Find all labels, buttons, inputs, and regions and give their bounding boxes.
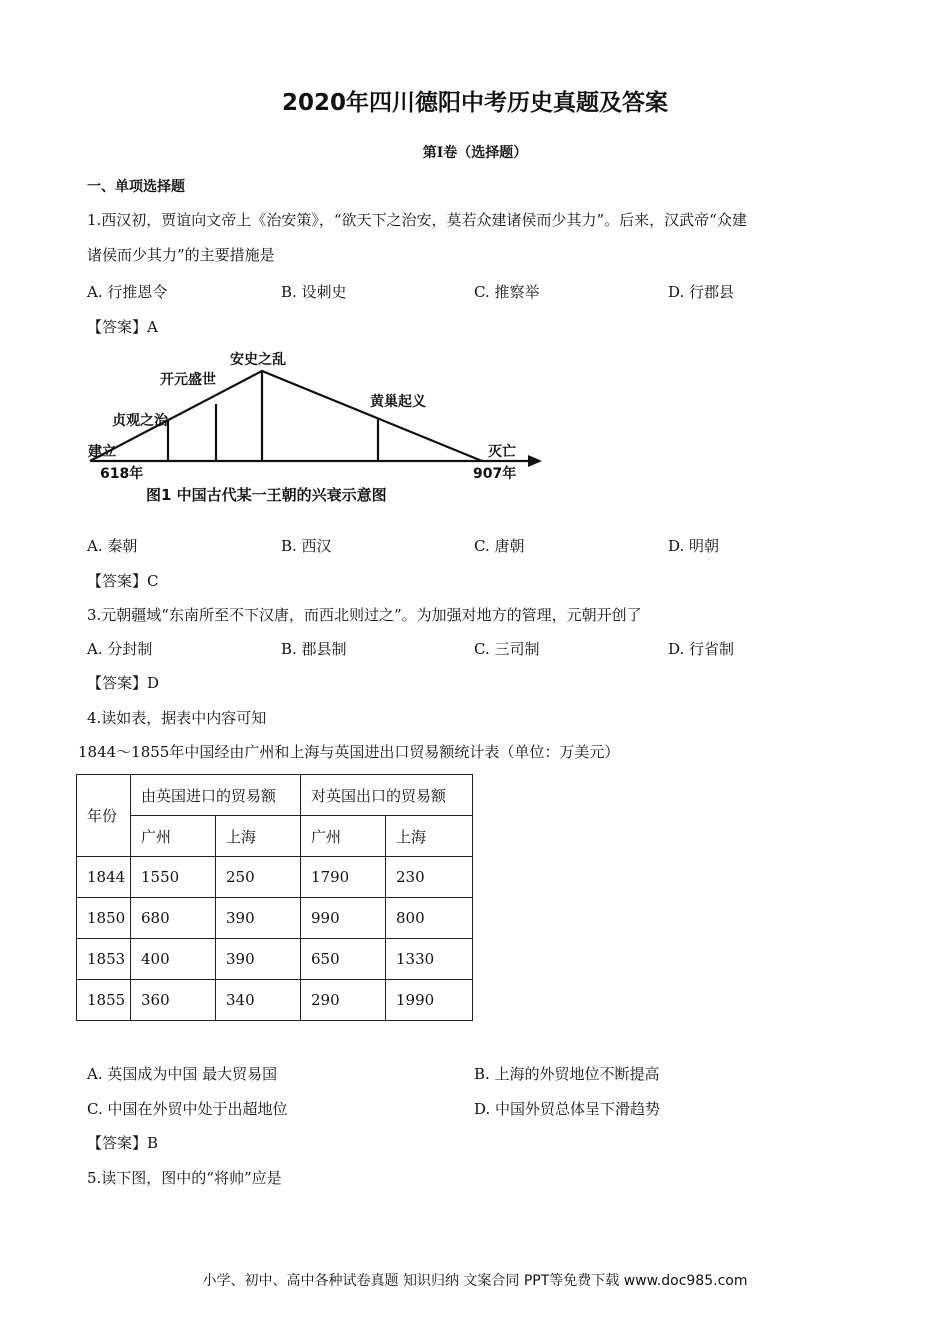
q1-option-c: C. 推察举 [474, 283, 540, 301]
label-jianli: 建立 [88, 444, 116, 460]
cell-export-guangzhou: 1790 [301, 857, 386, 898]
cell-import-guangzhou: 680 [131, 898, 216, 939]
q3-stem: 3.元朝疆域“东南所至不下汉唐，而西北则过之”。为加强对地方的管理，元朝开创了 [87, 606, 642, 624]
q1-stem-line1: 1.西汉初，贾谊向文帝上《治安策》，“欲天下之治安，莫若众建诸侯而少其力”。后来，汉武帝“众建 [87, 211, 747, 229]
table-row [77, 939, 473, 980]
q2-option-a: A. 秦朝 [87, 537, 138, 555]
q3-option-b: B. 郡县制 [281, 640, 347, 658]
q1-option-d: D. 行郡县 [668, 283, 735, 301]
subheader-export-shanghai: 上海 [386, 816, 473, 857]
cell-import-shanghai: 250 [216, 857, 301, 898]
label-zhenguan: 贞观之治 [112, 413, 168, 429]
cell-import-shanghai: 340 [216, 980, 301, 1021]
table-row [77, 898, 473, 939]
q4-option-a: A. 英国成为中国 最大贸易国 [87, 1065, 278, 1083]
table-header-row [77, 775, 473, 816]
trade-table [76, 774, 473, 1021]
cell-import-guangzhou: 360 [131, 980, 216, 1021]
label-huangchao: 黄巢起义 [370, 394, 426, 410]
header-import-group: 由英国进口的贸易额 [131, 775, 301, 816]
q1-option-a: A. 行推恩令 [87, 283, 168, 301]
axis-arrowhead [528, 455, 542, 467]
cell-import-shanghai: 390 [216, 898, 301, 939]
q2-option-d: D. 明朝 [668, 537, 720, 555]
cell-year: 1853 [77, 939, 131, 980]
subheader-export-guangzhou: 广州 [301, 816, 386, 857]
q2-option-c: C. 唐朝 [474, 537, 525, 555]
dynasty-rise-fall-diagram [80, 340, 560, 515]
q1-stem-line2: 诸侯而少其力”的主要措施是 [87, 246, 275, 264]
cell-export-shanghai: 800 [386, 898, 473, 939]
q1-option-b: B. 设刺史 [281, 283, 347, 301]
header-year: 年份 [77, 775, 131, 857]
cell-export-shanghai: 1330 [386, 939, 473, 980]
cell-import-guangzhou: 400 [131, 939, 216, 980]
q3-answer: 【答案】D [87, 674, 160, 692]
cell-year: 1850 [77, 898, 131, 939]
q4-answer: 【答案】B [87, 1134, 159, 1152]
document-title: 2020年四川德阳中考历史真题及答案 [281, 90, 668, 116]
label-miewang: 灭亡 [488, 444, 516, 460]
q2-answer: 【答案】C [87, 572, 159, 590]
subheader-import-guangzhou: 广州 [131, 816, 216, 857]
label-year-end: 907年 [473, 466, 517, 482]
q3-option-a: A. 分封制 [87, 640, 153, 658]
paper-subtitle: 第Ⅰ卷（选择题） [422, 145, 528, 161]
cell-year: 1855 [77, 980, 131, 1021]
q4-option-b: B. 上海的外贸地位不断提高 [474, 1065, 660, 1083]
subheader-import-shanghai: 上海 [216, 816, 301, 857]
q1-answer: 【答案】A [87, 318, 158, 336]
label-kaiyuan: 开元盛世 [160, 372, 216, 388]
cell-import-shanghai: 390 [216, 939, 301, 980]
q2-option-b: B. 西汉 [281, 537, 332, 555]
q4-table-title: 1844～1855年中国经由广州和上海与英国进出口贸易额统计表（单位：万美元） [78, 743, 620, 761]
q5-stem: 5.读下图，图中的“将帅”应是 [87, 1169, 282, 1187]
label-anshi: 安史之乱 [230, 352, 286, 368]
q4-stem: 4.读如表，据表中内容可知 [87, 709, 267, 727]
q3-option-d: D. 行省制 [668, 640, 735, 658]
cell-year: 1844 [77, 857, 131, 898]
label-year-start: 618年 [100, 466, 144, 482]
cell-import-guangzhou: 1550 [131, 857, 216, 898]
header-export-group: 对英国出口的贸易额 [301, 775, 473, 816]
figure-caption: 图1 中国古代某一王朝的兴衰示意图 [146, 486, 387, 504]
cell-export-shanghai: 1990 [386, 980, 473, 1021]
table-row [77, 857, 473, 898]
page-footer: 小学、初中、高中各种试卷真题 知识归纳 文案合同 PPT等免费下载 www.doc985.com [202, 1273, 748, 1289]
section-heading: 一、单项选择题 [87, 179, 185, 195]
cell-export-guangzhou: 290 [301, 980, 386, 1021]
q4-option-c: C. 中国在外贸中处于出超地位 [87, 1100, 288, 1118]
table-subheader-row [77, 816, 473, 857]
cell-export-shanghai: 230 [386, 857, 473, 898]
cell-export-guangzhou: 990 [301, 898, 386, 939]
q4-option-d: D. 中国外贸总体呈下滑趋势 [474, 1100, 661, 1118]
q3-option-c: C. 三司制 [474, 640, 540, 658]
table-row [77, 980, 473, 1021]
cell-export-guangzhou: 650 [301, 939, 386, 980]
